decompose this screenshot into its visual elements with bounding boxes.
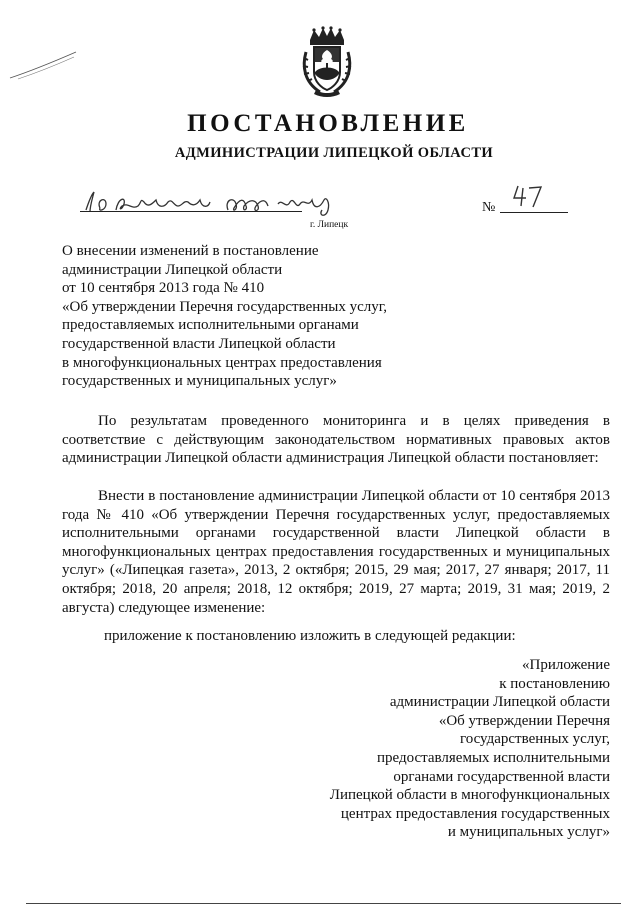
document-title: ПОСТАНОВЛЕНИЕ bbox=[187, 110, 469, 137]
coat-of-arms-emblem bbox=[300, 26, 354, 98]
appendix-instruction-paragraph: приложение к постановлению изложить в следующей редакции: bbox=[104, 628, 516, 644]
subject-line: О внесении изменений в постановление bbox=[62, 243, 319, 259]
subject-line: в многофункциональных центрах предоставления bbox=[62, 354, 382, 371]
handwritten-number bbox=[512, 182, 544, 210]
amendment-paragraph: Внести в постановление администрации Липецкой области от 10 сентября 2013 года № 410 «Об утверждении Перечня государственных услуг, предоставляемых исполнительными органами государственной власти Липецкой области в многофункциональных центрах предоставления государственных и муниципальных услуг» («Липецкая газета», 2013, 2 октября; 2015, 29 мая; 2017, 27 января; 2017, 11 октября; 2018, 20 апреля; 2018, 12 октября; 2019, 27 марта; 2019, 31 мая; 2019, 2 августа) следующее изменение: bbox=[62, 488, 610, 616]
appendix-line: Липецкой области в многофункциональных bbox=[329, 787, 610, 804]
appendix-line: «Об утверждении Перечня bbox=[438, 712, 610, 729]
appendix-line: органами государственной власти bbox=[393, 768, 610, 785]
preamble-paragraph: По результатам проведенного мониторинга и в целях приведения в соответствие с действующим законодательством нормативных правовых актов администрации Липецкой области администрация Липецкой области постановляет: bbox=[62, 413, 610, 467]
subject-line: государственной власти Липецкой области bbox=[62, 335, 336, 352]
decree-subject-block bbox=[62, 242, 482, 391]
appendix-line: государственных услуг, bbox=[459, 731, 610, 748]
subject-line: предоставляемых исполнительными органами bbox=[62, 317, 359, 334]
appendix-line: «Приложение bbox=[521, 657, 610, 673]
number-label: № bbox=[482, 200, 496, 215]
appendix-line: центрах предоставления государственных bbox=[340, 805, 610, 822]
city-label: г. Липецк bbox=[310, 220, 349, 230]
date-underline bbox=[80, 211, 302, 212]
appendix-line: администрации Липецкой области bbox=[389, 694, 610, 711]
page-bottom-rule bbox=[26, 903, 621, 904]
appendix-line: и муниципальных услуг» bbox=[447, 824, 610, 841]
issuer-subtitle: АДМИНИСТРАЦИИ ЛИПЕЦКОЙ ОБЛАСТИ bbox=[174, 145, 494, 161]
handwritten-date bbox=[82, 188, 342, 218]
appendix-line: к постановлению bbox=[499, 675, 610, 692]
subject-line: государственных и муниципальных услуг» bbox=[62, 373, 337, 390]
pencil-stroke-mark bbox=[8, 48, 78, 82]
subject-line: «Об утверждении Перечня государственных услуг, bbox=[62, 298, 387, 315]
subject-line: от 10 сентября 2013 года № 410 bbox=[62, 280, 265, 297]
subject-line: администрации Липецкой области bbox=[62, 261, 283, 278]
number-underline bbox=[500, 212, 568, 213]
appendix-line: предоставляемых исполнительными bbox=[376, 749, 610, 766]
appendix-heading-block bbox=[250, 656, 610, 842]
